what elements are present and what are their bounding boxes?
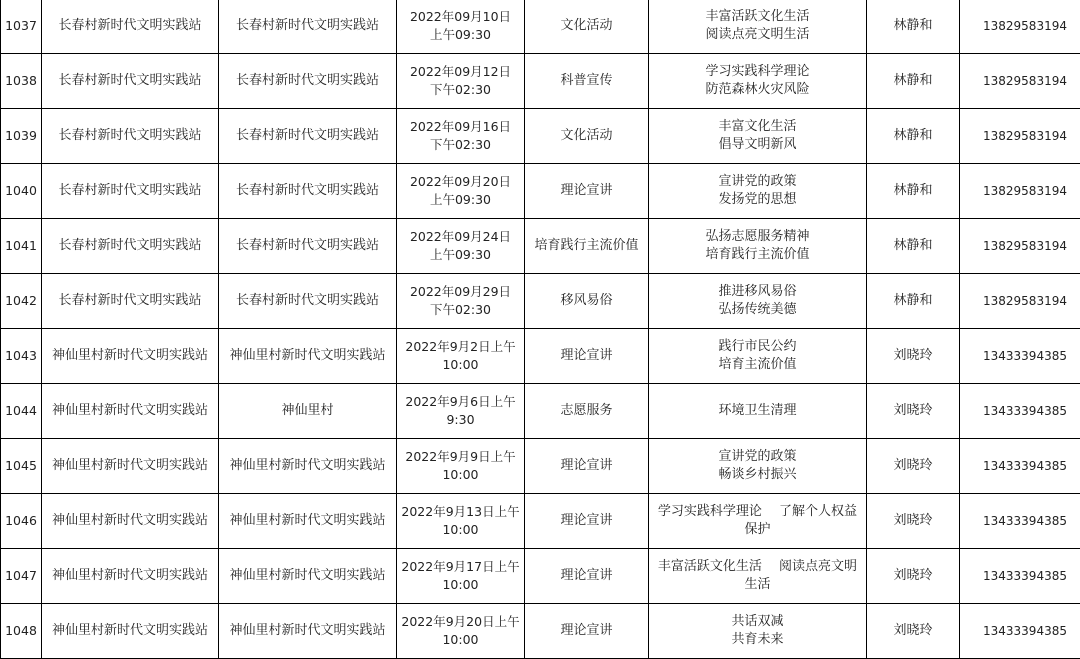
location-cell bbox=[219, 329, 397, 384]
table-row bbox=[1, 604, 1080, 659]
content-cell bbox=[649, 384, 867, 439]
row-number-cell bbox=[1, 109, 42, 164]
category-text: 培育践行主流价值 bbox=[534, 238, 639, 253]
table-row bbox=[1, 549, 1080, 604]
phone-cell bbox=[960, 0, 1080, 54]
row-number-text: 1044 bbox=[5, 403, 37, 418]
time-cell bbox=[397, 274, 525, 329]
location-text: 长春村新时代文明实践站 bbox=[235, 293, 379, 308]
location-cell bbox=[219, 109, 397, 164]
table-row bbox=[1, 164, 1080, 219]
time-text: 10:00 bbox=[442, 577, 479, 592]
time-text: 2022年9月17日上午 bbox=[401, 559, 520, 574]
station-cell bbox=[42, 219, 219, 274]
row-number-text: 1039 bbox=[5, 128, 37, 143]
content-cell bbox=[649, 164, 867, 219]
phone-text: 13433394385 bbox=[983, 514, 1067, 528]
phone-cell bbox=[960, 384, 1080, 439]
location-text: 长春村新时代文明实践站 bbox=[235, 183, 379, 198]
content-text: 培育践行主流价值 bbox=[705, 247, 810, 262]
content-text: 培育主流价值 bbox=[718, 357, 797, 372]
contact-person-text: 林静和 bbox=[893, 128, 933, 143]
location-cell bbox=[219, 549, 397, 604]
content-cell bbox=[649, 219, 867, 274]
phone-cell bbox=[960, 109, 1080, 164]
row-number-cell bbox=[1, 54, 42, 109]
row-number-text: 1038 bbox=[5, 73, 37, 88]
station-cell bbox=[42, 274, 219, 329]
phone-text: 13829583194 bbox=[983, 74, 1067, 88]
content-text: 阅读点亮文明生活 bbox=[705, 27, 810, 42]
row-number-cell bbox=[1, 384, 42, 439]
time-cell bbox=[397, 494, 525, 549]
row-number-cell bbox=[1, 219, 42, 274]
table-row bbox=[1, 219, 1080, 274]
phone-text: 13829583194 bbox=[983, 19, 1067, 33]
station-text: 长春村新时代文明实践站 bbox=[58, 183, 202, 198]
time-text: 2022年09月29日 bbox=[409, 284, 512, 299]
station-text: 长春村新时代文明实践站 bbox=[58, 73, 202, 88]
category-cell bbox=[525, 109, 649, 164]
station-cell bbox=[42, 494, 219, 549]
content-text: 丰富文化生活 bbox=[718, 119, 797, 134]
phone-text: 13829583194 bbox=[983, 129, 1067, 143]
location-text: 神仙里村新时代文明实践站 bbox=[229, 513, 386, 528]
contact-person-cell bbox=[867, 329, 960, 384]
category-cell bbox=[525, 0, 649, 54]
contact-person-cell bbox=[867, 384, 960, 439]
content-text: 畅谈乡村振兴 bbox=[718, 467, 797, 482]
contact-person-cell bbox=[867, 164, 960, 219]
location-cell bbox=[219, 0, 397, 54]
location-text: 长春村新时代文明实践站 bbox=[235, 238, 379, 253]
contact-person-cell bbox=[867, 109, 960, 164]
row-number-cell bbox=[1, 274, 42, 329]
phone-cell bbox=[960, 329, 1080, 384]
category-text: 理论宣讲 bbox=[560, 623, 613, 638]
contact-person-text: 刘晓玲 bbox=[893, 513, 933, 528]
station-text: 长春村新时代文明实践站 bbox=[58, 238, 202, 253]
time-text: 10:00 bbox=[442, 522, 479, 537]
category-text: 理论宣讲 bbox=[560, 568, 613, 583]
time-text: 上午09:30 bbox=[429, 247, 492, 262]
contact-person-text: 林静和 bbox=[893, 183, 933, 198]
table-row bbox=[1, 384, 1080, 439]
row-number-text: 1042 bbox=[5, 293, 37, 308]
content-cell bbox=[649, 54, 867, 109]
row-number-cell bbox=[1, 329, 42, 384]
location-text: 神仙里村 bbox=[281, 403, 334, 418]
content-cell bbox=[649, 604, 867, 659]
phone-text: 13433394385 bbox=[983, 404, 1067, 418]
content-cell bbox=[649, 0, 867, 54]
row-number-text: 1040 bbox=[5, 183, 37, 198]
content-text: 保护 bbox=[744, 522, 771, 537]
station-text: 长春村新时代文明实践站 bbox=[58, 18, 202, 33]
location-cell bbox=[219, 164, 397, 219]
contact-person-text: 刘晓玲 bbox=[893, 458, 933, 473]
content-text: 共育未来 bbox=[731, 632, 784, 647]
category-text: 文化活动 bbox=[560, 18, 613, 33]
station-cell bbox=[42, 384, 219, 439]
category-cell bbox=[525, 329, 649, 384]
phone-text: 13433394385 bbox=[983, 569, 1067, 583]
table-body bbox=[1, 0, 1080, 659]
location-cell bbox=[219, 384, 397, 439]
phone-text: 13433394385 bbox=[983, 349, 1067, 363]
time-text: 下午02:30 bbox=[429, 137, 492, 152]
time-text: 2022年09月20日 bbox=[409, 174, 512, 189]
category-cell bbox=[525, 274, 649, 329]
table-row bbox=[1, 54, 1080, 109]
row-number-cell bbox=[1, 549, 42, 604]
category-cell bbox=[525, 604, 649, 659]
content-text: 宣讲党的政策 bbox=[718, 449, 797, 464]
time-text: 2022年09月24日 bbox=[409, 229, 512, 244]
time-cell bbox=[397, 109, 525, 164]
contact-person-cell bbox=[867, 494, 960, 549]
contact-person-text: 刘晓玲 bbox=[893, 623, 933, 638]
station-cell bbox=[42, 54, 219, 109]
phone-cell bbox=[960, 604, 1080, 659]
location-cell bbox=[219, 439, 397, 494]
time-text: 9:30 bbox=[446, 412, 475, 427]
content-text: 弘扬传统美德 bbox=[718, 302, 797, 317]
phone-cell bbox=[960, 494, 1080, 549]
time-text: 下午02:30 bbox=[429, 82, 492, 97]
phone-cell bbox=[960, 274, 1080, 329]
contact-person-cell bbox=[867, 439, 960, 494]
contact-person-text: 林静和 bbox=[893, 18, 933, 33]
row-number-text: 1047 bbox=[5, 568, 37, 583]
content-text: 倡导文明新风 bbox=[718, 137, 797, 152]
time-text: 2022年9月2日上午 bbox=[405, 339, 516, 354]
station-cell bbox=[42, 329, 219, 384]
time-text: 2022年9月6日上午 bbox=[405, 394, 516, 409]
content-text: 丰富活跃文化生活 bbox=[705, 9, 810, 24]
time-cell bbox=[397, 604, 525, 659]
table-row bbox=[1, 274, 1080, 329]
content-cell bbox=[649, 329, 867, 384]
content-text: 防范森林火灾风险 bbox=[705, 82, 810, 97]
row-number-cell bbox=[1, 604, 42, 659]
category-cell bbox=[525, 54, 649, 109]
category-text: 移风易俗 bbox=[560, 293, 613, 308]
category-cell bbox=[525, 549, 649, 604]
location-text: 神仙里村新时代文明实践站 bbox=[229, 568, 386, 583]
time-cell bbox=[397, 384, 525, 439]
row-number-text: 1045 bbox=[5, 458, 37, 473]
content-text: 推进移风易俗 bbox=[718, 284, 797, 299]
time-cell bbox=[397, 0, 525, 54]
time-cell bbox=[397, 329, 525, 384]
location-cell bbox=[219, 274, 397, 329]
station-text: 神仙里村新时代文明实践站 bbox=[51, 403, 208, 418]
location-cell bbox=[219, 219, 397, 274]
time-cell bbox=[397, 54, 525, 109]
content-text: 弘扬志愿服务精神 bbox=[705, 229, 810, 244]
contact-person-cell bbox=[867, 274, 960, 329]
station-text: 长春村新时代文明实践站 bbox=[58, 293, 202, 308]
content-cell bbox=[649, 274, 867, 329]
time-cell bbox=[397, 164, 525, 219]
category-cell bbox=[525, 219, 649, 274]
location-cell bbox=[219, 604, 397, 659]
time-text: 下午02:30 bbox=[429, 302, 492, 317]
category-cell bbox=[525, 494, 649, 549]
contact-person-cell bbox=[867, 549, 960, 604]
category-text: 理论宣讲 bbox=[560, 458, 613, 473]
phone-cell bbox=[960, 219, 1080, 274]
station-text: 神仙里村新时代文明实践站 bbox=[51, 623, 208, 638]
row-number-cell bbox=[1, 439, 42, 494]
location-cell bbox=[219, 54, 397, 109]
content-text: 践行市民公约 bbox=[718, 339, 797, 354]
station-cell bbox=[42, 439, 219, 494]
content-cell bbox=[649, 549, 867, 604]
row-number-text: 1041 bbox=[5, 238, 37, 253]
station-cell bbox=[42, 109, 219, 164]
content-cell bbox=[649, 109, 867, 164]
station-text: 神仙里村新时代文明实践站 bbox=[51, 568, 208, 583]
contact-person-text: 林静和 bbox=[893, 73, 933, 88]
contact-person-cell bbox=[867, 54, 960, 109]
time-text: 10:00 bbox=[442, 632, 479, 647]
time-text: 上午09:30 bbox=[429, 27, 492, 42]
time-text: 2022年09月12日 bbox=[409, 64, 512, 79]
row-number-text: 1048 bbox=[5, 623, 37, 638]
phone-cell bbox=[960, 549, 1080, 604]
station-cell bbox=[42, 604, 219, 659]
content-text: 环境卫生清理 bbox=[718, 403, 797, 418]
station-cell bbox=[42, 0, 219, 54]
table-row bbox=[1, 0, 1080, 54]
contact-person-text: 林静和 bbox=[893, 238, 933, 253]
category-text: 理论宣讲 bbox=[560, 183, 613, 198]
category-cell bbox=[525, 384, 649, 439]
station-text: 神仙里村新时代文明实践站 bbox=[51, 513, 208, 528]
content-text: 共话双减 bbox=[731, 614, 784, 629]
phone-cell bbox=[960, 439, 1080, 494]
content-text: 丰富活跃文化生活 阅读点亮文明 bbox=[657, 559, 858, 574]
location-text: 长春村新时代文明实践站 bbox=[235, 73, 379, 88]
content-text: 生活 bbox=[744, 577, 771, 592]
contact-person-text: 刘晓玲 bbox=[893, 348, 933, 363]
table-row bbox=[1, 439, 1080, 494]
time-text: 上午09:30 bbox=[429, 192, 492, 207]
phone-text: 13829583194 bbox=[983, 239, 1067, 253]
station-cell bbox=[42, 164, 219, 219]
category-text: 理论宣讲 bbox=[560, 513, 613, 528]
row-number-text: 1043 bbox=[5, 348, 37, 363]
phone-text: 13829583194 bbox=[983, 184, 1067, 198]
contact-person-text: 刘晓玲 bbox=[893, 403, 933, 418]
phone-text: 13829583194 bbox=[983, 294, 1067, 308]
content-text: 发扬党的思想 bbox=[718, 192, 797, 207]
category-cell bbox=[525, 164, 649, 219]
station-text: 神仙里村新时代文明实践站 bbox=[51, 458, 208, 473]
content-text: 学习实践科学理论 bbox=[705, 64, 810, 79]
contact-person-cell bbox=[867, 604, 960, 659]
row-number-cell bbox=[1, 494, 42, 549]
station-cell bbox=[42, 549, 219, 604]
location-text: 神仙里村新时代文明实践站 bbox=[229, 623, 386, 638]
category-text: 文化活动 bbox=[560, 128, 613, 143]
phone-text: 13433394385 bbox=[983, 624, 1067, 638]
category-text: 理论宣讲 bbox=[560, 348, 613, 363]
location-text: 神仙里村新时代文明实践站 bbox=[229, 348, 386, 363]
category-text: 志愿服务 bbox=[560, 403, 613, 418]
time-text: 10:00 bbox=[442, 357, 479, 372]
phone-cell bbox=[960, 164, 1080, 219]
phone-cell bbox=[960, 54, 1080, 109]
time-text: 2022年9月20日上午 bbox=[401, 614, 520, 629]
contact-person-cell bbox=[867, 219, 960, 274]
table-row bbox=[1, 494, 1080, 549]
time-text: 2022年09月16日 bbox=[409, 119, 512, 134]
row-number-cell bbox=[1, 0, 42, 54]
content-cell bbox=[649, 494, 867, 549]
content-cell bbox=[649, 439, 867, 494]
time-text: 10:00 bbox=[442, 467, 479, 482]
location-text: 神仙里村新时代文明实践站 bbox=[229, 458, 386, 473]
time-text: 2022年9月9日上午 bbox=[405, 449, 516, 464]
contact-person-cell bbox=[867, 0, 960, 54]
time-text: 2022年9月13日上午 bbox=[401, 504, 520, 519]
content-text: 学习实践科学理论 了解个人权益 bbox=[657, 504, 858, 519]
time-text: 2022年09月10日 bbox=[409, 9, 512, 24]
content-text: 宣讲党的政策 bbox=[718, 174, 797, 189]
row-number-text: 1037 bbox=[5, 18, 37, 33]
category-cell bbox=[525, 439, 649, 494]
location-text: 长春村新时代文明实践站 bbox=[235, 128, 379, 143]
time-cell bbox=[397, 549, 525, 604]
table-row bbox=[1, 109, 1080, 164]
station-text: 神仙里村新时代文明实践站 bbox=[51, 348, 208, 363]
location-cell bbox=[219, 494, 397, 549]
category-text: 科普宣传 bbox=[560, 73, 613, 88]
row-number-text: 1046 bbox=[5, 513, 37, 528]
contact-person-text: 林静和 bbox=[893, 293, 933, 308]
phone-text: 13433394385 bbox=[983, 459, 1067, 473]
location-text: 长春村新时代文明实践站 bbox=[235, 18, 379, 33]
time-cell bbox=[397, 219, 525, 274]
station-text: 长春村新时代文明实践站 bbox=[58, 128, 202, 143]
contact-person-text: 刘晓玲 bbox=[893, 568, 933, 583]
table-row bbox=[1, 329, 1080, 384]
time-cell bbox=[397, 439, 525, 494]
row-number-cell bbox=[1, 164, 42, 219]
